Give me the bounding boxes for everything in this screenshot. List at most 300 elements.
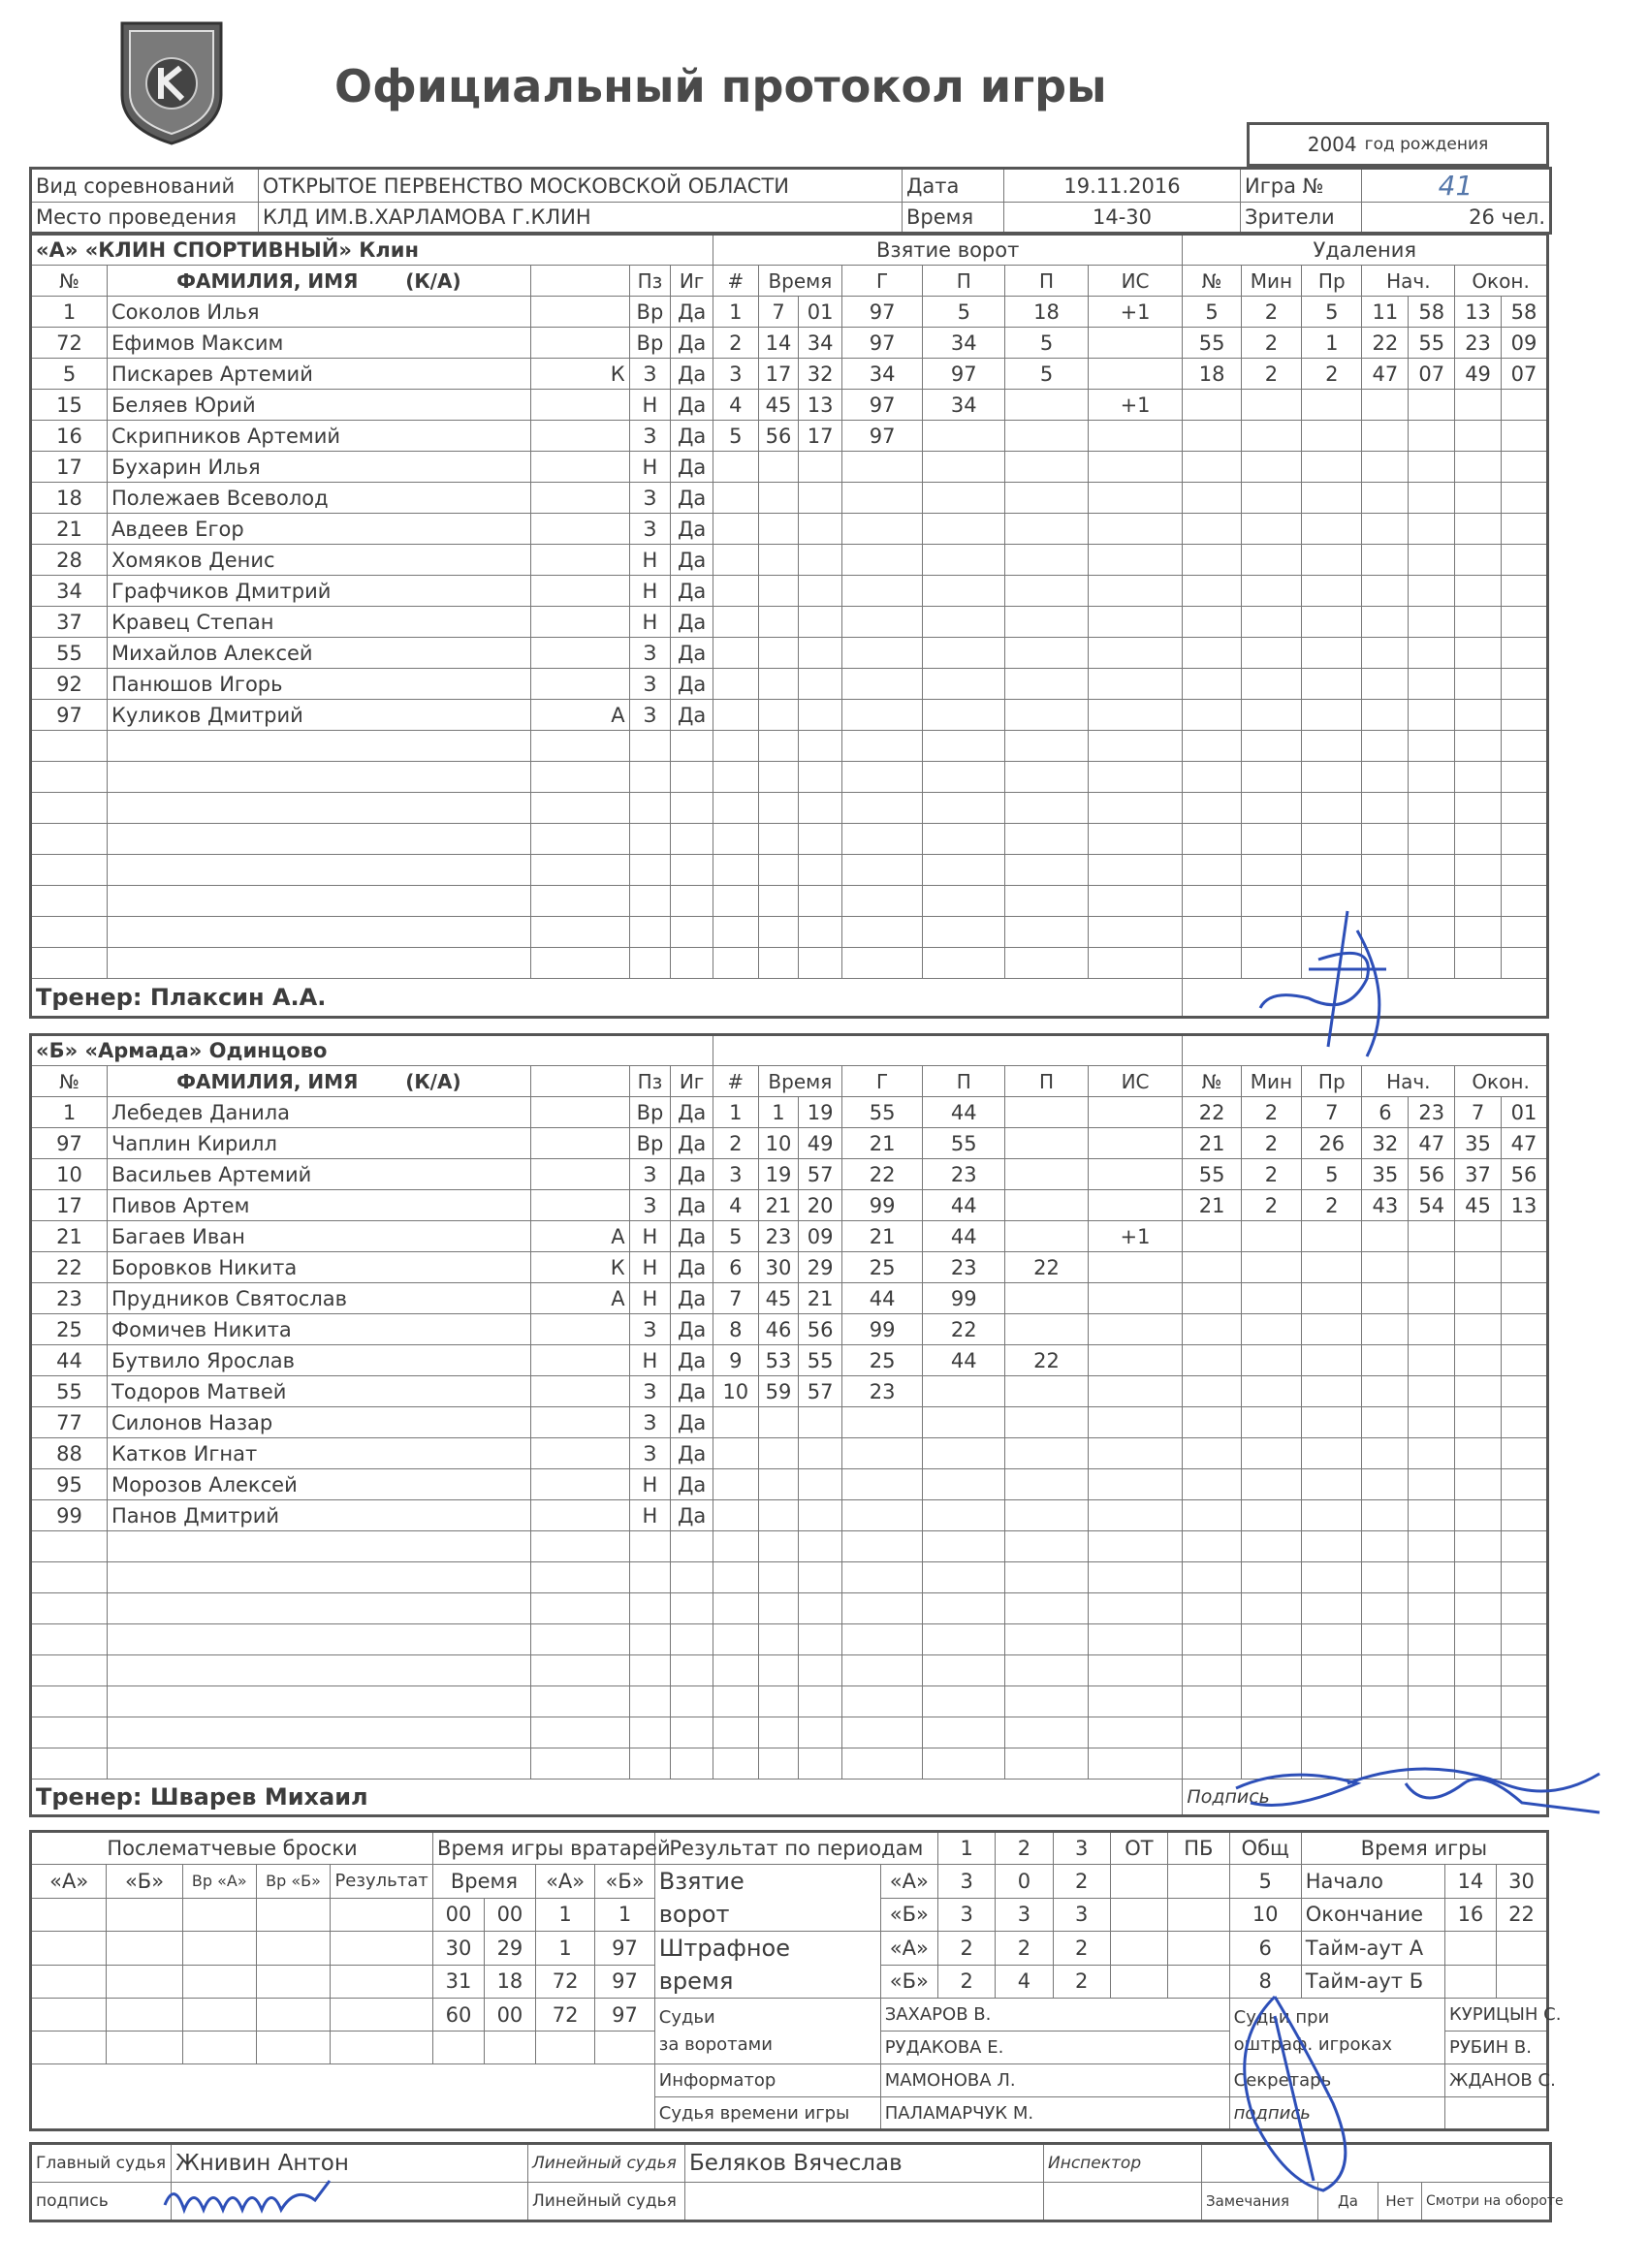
player-captain [530,1500,629,1531]
penalty-reason [1302,1655,1362,1686]
player-number: 15 [31,390,108,421]
goal-assist-2 [1005,1531,1088,1562]
goal-assist-2: 5 [1005,359,1088,390]
goal-judges-label-1: Судьи [658,2006,715,2028]
player-played: Да [671,669,713,700]
goal-sec: 34 [799,328,842,359]
pen-a-p2: 2 [996,1932,1053,1966]
penalty-end-min: 37 [1455,1159,1502,1190]
player-played [671,948,713,979]
player-position: Н [629,1500,671,1531]
penalty-player [1183,1717,1241,1748]
penalty-minutes [1241,1500,1301,1531]
goal-sec [799,514,842,545]
goal-sec [799,1562,842,1593]
goal-scorer: 25 [841,1345,922,1376]
goal-assist-1 [923,886,1005,917]
penalty-start-sec [1409,452,1455,483]
goal-min [758,1686,799,1717]
penalty-start-sec: 55 [1409,328,1455,359]
penalty-start-min [1362,1686,1409,1717]
player-position: Вр [629,297,671,328]
goal-min [758,1748,799,1780]
notes-label: Замечания [1202,2183,1318,2221]
player-position [629,855,671,886]
goal-sec [799,793,842,824]
player-captain [530,328,629,359]
penalty-player [1183,1438,1241,1469]
penalty-start-sec [1409,545,1455,576]
goal-assist-2 [1005,1624,1088,1655]
penalty-start-min [1362,1407,1409,1438]
table-row [31,1438,1548,1469]
goal-min: 7 [758,297,799,328]
col-min: Мин [1241,266,1301,297]
player-name: Морозов Алексей [108,1469,531,1500]
pen-team-b: «Б» [880,1965,937,1999]
penalty-end-sec: 09 [1501,328,1547,359]
player-position: Вр [629,1128,671,1159]
player-name: Бухарин Илья [108,452,531,483]
player-position: З [629,1190,671,1221]
player-played [671,1531,713,1562]
table-row [31,607,1548,638]
goal-number: 8 [713,1314,758,1345]
penalty-end-min [1455,1531,1502,1562]
goal-assist-2 [1005,1283,1088,1314]
penalty-end-sec [1501,576,1547,607]
player-name: Скрипников Артемий [108,421,531,452]
penalty-end-sec [1501,1624,1547,1655]
penalty-reason [1302,421,1362,452]
penalty-end-min [1455,1562,1502,1593]
penalty-start-sec [1409,390,1455,421]
player-played: Да [671,1469,713,1500]
penalty-end-sec [1501,731,1547,762]
penalty-end-min [1455,669,1502,700]
player-number: 22 [31,1252,108,1283]
col-num: № [31,1066,108,1097]
player-captain [530,1097,629,1128]
goal-sec [799,1469,842,1500]
goal-situation [1088,421,1183,452]
penalty-start-sec: 23 [1409,1097,1455,1128]
birth-year-box [1247,122,1549,167]
date-label: Дата [903,169,1004,203]
penalty-end-sec [1501,483,1547,514]
penalty-minutes [1241,1345,1301,1376]
penalty-start-sec: 47 [1409,1128,1455,1159]
goal-sec [799,638,842,669]
penalty-end-min [1455,1283,1502,1314]
goal-min [758,1407,799,1438]
player-name [108,1655,531,1686]
penalty-player [1183,669,1241,700]
goal-assist-2 [1005,452,1088,483]
penalty-end-min [1455,1376,1502,1407]
penalty-start-min [1362,545,1409,576]
table-row [31,1624,1548,1655]
goal-situation [1088,483,1183,514]
player-played: Да [671,607,713,638]
penalty-reason: 5 [1302,297,1362,328]
player-name [108,793,531,824]
goals-b-p1: 3 [937,1898,995,1932]
goal-min [758,731,799,762]
player-name: Катков Игнат [108,1438,531,1469]
goal-number: 2 [713,1128,758,1159]
goal-scorer [841,1686,922,1717]
team-b-pen-head [1183,1035,1548,1066]
penalty-start-sec [1409,514,1455,545]
penalty-start-sec [1409,762,1455,793]
player-position [629,1717,671,1748]
goal-sec [799,886,842,917]
competition-value: ОТКРЫТОЕ ПЕРВЕНСТВО МОСКОВСКОЙ ОБЛАСТИ [259,169,903,203]
penalty-end-sec [1501,1686,1547,1717]
goal-assist-2: 5 [1005,328,1088,359]
penalty-minutes: 2 [1241,1097,1301,1128]
end-min: 22 [1496,1898,1547,1932]
player-played [671,1593,713,1624]
player-position: Н [629,452,671,483]
penalty-player [1183,576,1241,607]
col-empty [530,1066,629,1097]
player-name [108,1531,531,1562]
player-played: Да [671,1345,713,1376]
player-number: 17 [31,452,108,483]
goal-assist-1 [923,483,1005,514]
penalty-player [1183,638,1241,669]
pen-label-1: Штрафное [658,1935,790,1962]
penalty-reason [1302,1407,1362,1438]
goal-min [758,669,799,700]
penalty-minutes [1241,514,1301,545]
player-played: Да [671,452,713,483]
game-time-title: Время игры [1301,1832,1547,1865]
player-name: Авдеев Егор [108,514,531,545]
penalty-end-min [1455,1686,1502,1717]
penalty-start-sec [1409,1376,1455,1407]
gk-row-4-min: 60 [433,1999,485,2032]
penalty-minutes: 2 [1241,1128,1301,1159]
penalty-start-min [1362,824,1409,855]
goal-min [758,1531,799,1562]
col-g: Г [842,266,923,297]
table-row [31,1593,1548,1624]
col-hash: # [713,266,758,297]
goal-situation [1088,1686,1183,1717]
game-label: Игра № [1241,169,1362,203]
player-position [629,824,671,855]
goal-sec: 09 [799,1221,842,1252]
player-position: З [629,669,671,700]
table-row [31,1717,1548,1748]
goal-sec [799,824,842,855]
player-position: З [629,421,671,452]
goal-assist-1 [923,514,1005,545]
goal-sec: 29 [799,1252,842,1283]
penalty-start-sec [1409,669,1455,700]
penalty-end-sec [1501,1531,1547,1562]
table-row [31,1376,1548,1407]
player-played: Да [671,328,713,359]
player-captain [530,1345,629,1376]
goal-scorer: 44 [841,1283,922,1314]
penalty-start-sec [1409,576,1455,607]
player-captain [530,1593,629,1624]
goal-assist-2 [1005,1221,1088,1252]
goal-sec [799,452,842,483]
penalty-end-sec [1501,824,1547,855]
goals-a-p1: 3 [937,1865,995,1899]
player-name: Чаплин Кирилл [108,1128,531,1159]
col-p2: П [1005,1066,1088,1097]
pen-b-p3: 2 [1053,1965,1110,1999]
goal-scorer [841,1469,922,1500]
linesman-value: Беляков Вячеслав [685,2144,1044,2183]
goal-assist-1: 97 [923,359,1005,390]
penalty-end-sec [1501,948,1547,979]
penalty-end-min [1455,1407,1502,1438]
goal-sec: 56 [799,1314,842,1345]
linesman-label: Линейный судья [528,2144,685,2183]
goal-number: 1 [713,1097,758,1128]
goal-min [758,514,799,545]
goal-assist-1 [923,452,1005,483]
penalty-start-min [1362,700,1409,731]
player-position: З [629,1159,671,1190]
penalty-end-min [1455,855,1502,886]
penalty-start-min [1362,762,1409,793]
player-name [108,824,531,855]
player-position: Н [629,607,671,638]
penalty-player [1183,1314,1241,1345]
goal-situation: +1 [1088,1221,1183,1252]
goal-sec: 20 [799,1190,842,1221]
penalty-start-sec [1409,855,1455,886]
goal-assist-2 [1005,1190,1088,1221]
penalty-end-sec [1501,855,1547,886]
penalty-end-min: 49 [1455,359,1502,390]
penalty-minutes [1241,793,1301,824]
player-played [671,917,713,948]
penalty-start-sec [1409,1686,1455,1717]
gk-row-1-b: 1 [595,1898,654,1932]
player-number [31,1624,108,1655]
goal-assist-1: 55 [923,1128,1005,1159]
penalty-start-min [1362,855,1409,886]
penalty-minutes [1241,1469,1301,1500]
penalty-player [1183,514,1241,545]
player-played: Да [671,1190,713,1221]
goal-situation [1088,328,1183,359]
player-captain [530,1469,629,1500]
goal-sec: 17 [799,421,842,452]
player-captain [530,1655,629,1686]
goal-assist-2 [1005,731,1088,762]
penalty-reason [1302,1252,1362,1283]
goal-situation [1088,1717,1183,1748]
gk-row-1-min: 00 [433,1898,485,1932]
goal-assist-1: 23 [923,1159,1005,1190]
player-played [671,855,713,886]
player-captain: К [530,1252,629,1283]
col-p1: П [923,266,1005,297]
goal-scorer [842,700,923,731]
table-row [31,731,1548,762]
team-b-goals-head [713,1035,1183,1066]
penalty-player: 18 [1183,359,1241,390]
penalty-minutes [1241,452,1301,483]
penalty-minutes [1241,638,1301,669]
penalty-start-min [1362,1748,1409,1780]
penalty-end-min [1455,638,1502,669]
goal-situation: +1 [1088,297,1183,328]
player-number [31,1593,108,1624]
player-name [108,762,531,793]
penalty-start-sec [1409,1531,1455,1562]
penalty-start-min [1362,1438,1409,1469]
player-name [108,1562,531,1593]
goal-assist-2: 22 [1005,1252,1088,1283]
timekeeper-value: ПАЛАМАРЧУК М. [880,2097,1229,2130]
goal-assist-1 [923,948,1005,979]
penalty-minutes [1241,1562,1301,1593]
penalty-start-sec [1409,1283,1455,1314]
penalty-reason [1302,545,1362,576]
player-position: З [629,1376,671,1407]
penalty-start-min: 35 [1362,1159,1409,1190]
penalty-start-min: 32 [1362,1128,1409,1159]
timeout-b-label: Тайм-аут Б [1301,1965,1444,1999]
goal-scorer [841,1438,922,1469]
penalty-reason [1302,514,1362,545]
goal-number [713,1438,758,1469]
goal-scorer [841,1407,922,1438]
penalty-minutes [1241,576,1301,607]
goal-sec: 55 [799,1345,842,1376]
player-captain [530,1376,629,1407]
player-number: 23 [31,1283,108,1314]
goal-assist-2 [1005,1655,1088,1686]
goal-number: 1 [713,297,758,328]
penalty-minutes [1241,1686,1301,1717]
table-row [31,1097,1548,1128]
team-b-coach: Тренер: Шварев Михаил [31,1780,1183,1816]
penalty-minutes [1241,1252,1301,1283]
goal-situation [1088,1624,1183,1655]
player-name [108,1624,531,1655]
penalty-start-min: 47 [1362,359,1409,390]
penalty-player [1183,1686,1241,1717]
penalty-reason [1302,1562,1362,1593]
player-captain [530,762,629,793]
player-played: Да [671,545,713,576]
penalty-minutes [1241,1438,1301,1469]
goal-judge-2: РУДАКОВА Е. [880,2032,1229,2064]
col-ka-text: (К/А) [405,1069,461,1093]
goal-min [758,1624,799,1655]
goal-scorer [842,545,923,576]
goal-min: 21 [758,1190,799,1221]
goal-scorer [842,855,923,886]
penalty-minutes [1241,1283,1301,1314]
player-position: Н [629,1345,671,1376]
penalty-minutes [1241,700,1301,731]
col-g: Г [841,1066,922,1097]
penalty-start-sec [1409,1407,1455,1438]
goal-scorer [841,1655,922,1686]
penalty-reason [1302,886,1362,917]
penalty-reason [1302,576,1362,607]
goal-scorer: 21 [841,1128,922,1159]
player-number [31,824,108,855]
penalty-minutes [1241,1748,1301,1780]
penalty-end-min [1455,545,1502,576]
sh-b: «Б» [107,1865,182,1899]
penalty-end-sec [1501,545,1547,576]
goal-min: 1 [758,1097,799,1128]
goal-scorer [841,1531,922,1562]
goal-assist-1 [923,576,1005,607]
goal-sec: 32 [799,359,842,390]
penalty-end-min [1455,1345,1502,1376]
goal-number: 7 [713,1283,758,1314]
penalty-reason [1302,1593,1362,1624]
penalty-reason [1302,1314,1362,1345]
gk-row-2-a: 1 [535,1932,594,1966]
goal-number [713,948,758,979]
player-captain [530,793,629,824]
player-captain: А [530,700,629,731]
goal-number [713,1531,758,1562]
goal-judges-label-2: за воротами [658,2033,773,2055]
player-name: Михайлов Алексей [108,638,531,669]
penalty-minutes [1241,1531,1301,1562]
player-position: Н [629,576,671,607]
goal-number: 10 [713,1376,758,1407]
summary-table [29,1830,1562,2131]
player-captain [530,1562,629,1593]
col-name-text: ФАМИЛИЯ, ИМЯ [176,268,359,293]
player-number [31,917,108,948]
penalty-start-sec [1409,1748,1455,1780]
penalty-minutes [1241,886,1301,917]
pen-judge-1: КУРИЦЫН С. [1444,1999,1547,2032]
spectators-label: Зрители [1241,203,1362,234]
goal-assist-1 [923,1500,1005,1531]
goals-label-2: ворот [658,1901,730,1928]
goal-min [758,1500,799,1531]
goal-situation [1088,1531,1183,1562]
player-position: З [629,359,671,390]
table-row [31,1159,1548,1190]
penalty-minutes [1241,669,1301,700]
player-name: Васильев Артемий [108,1159,531,1190]
table-row [31,1500,1548,1531]
goal-situation [1088,1748,1183,1780]
penalty-start-min [1362,1593,1409,1624]
goal-number [713,1748,758,1780]
goal-assist-1: 34 [923,328,1005,359]
player-number [31,948,108,979]
goal-scorer [842,793,923,824]
penalty-minutes [1241,917,1301,948]
goal-assist-1 [923,731,1005,762]
goal-number [713,1655,758,1686]
birth-year-label: год рождения [1364,135,1489,154]
